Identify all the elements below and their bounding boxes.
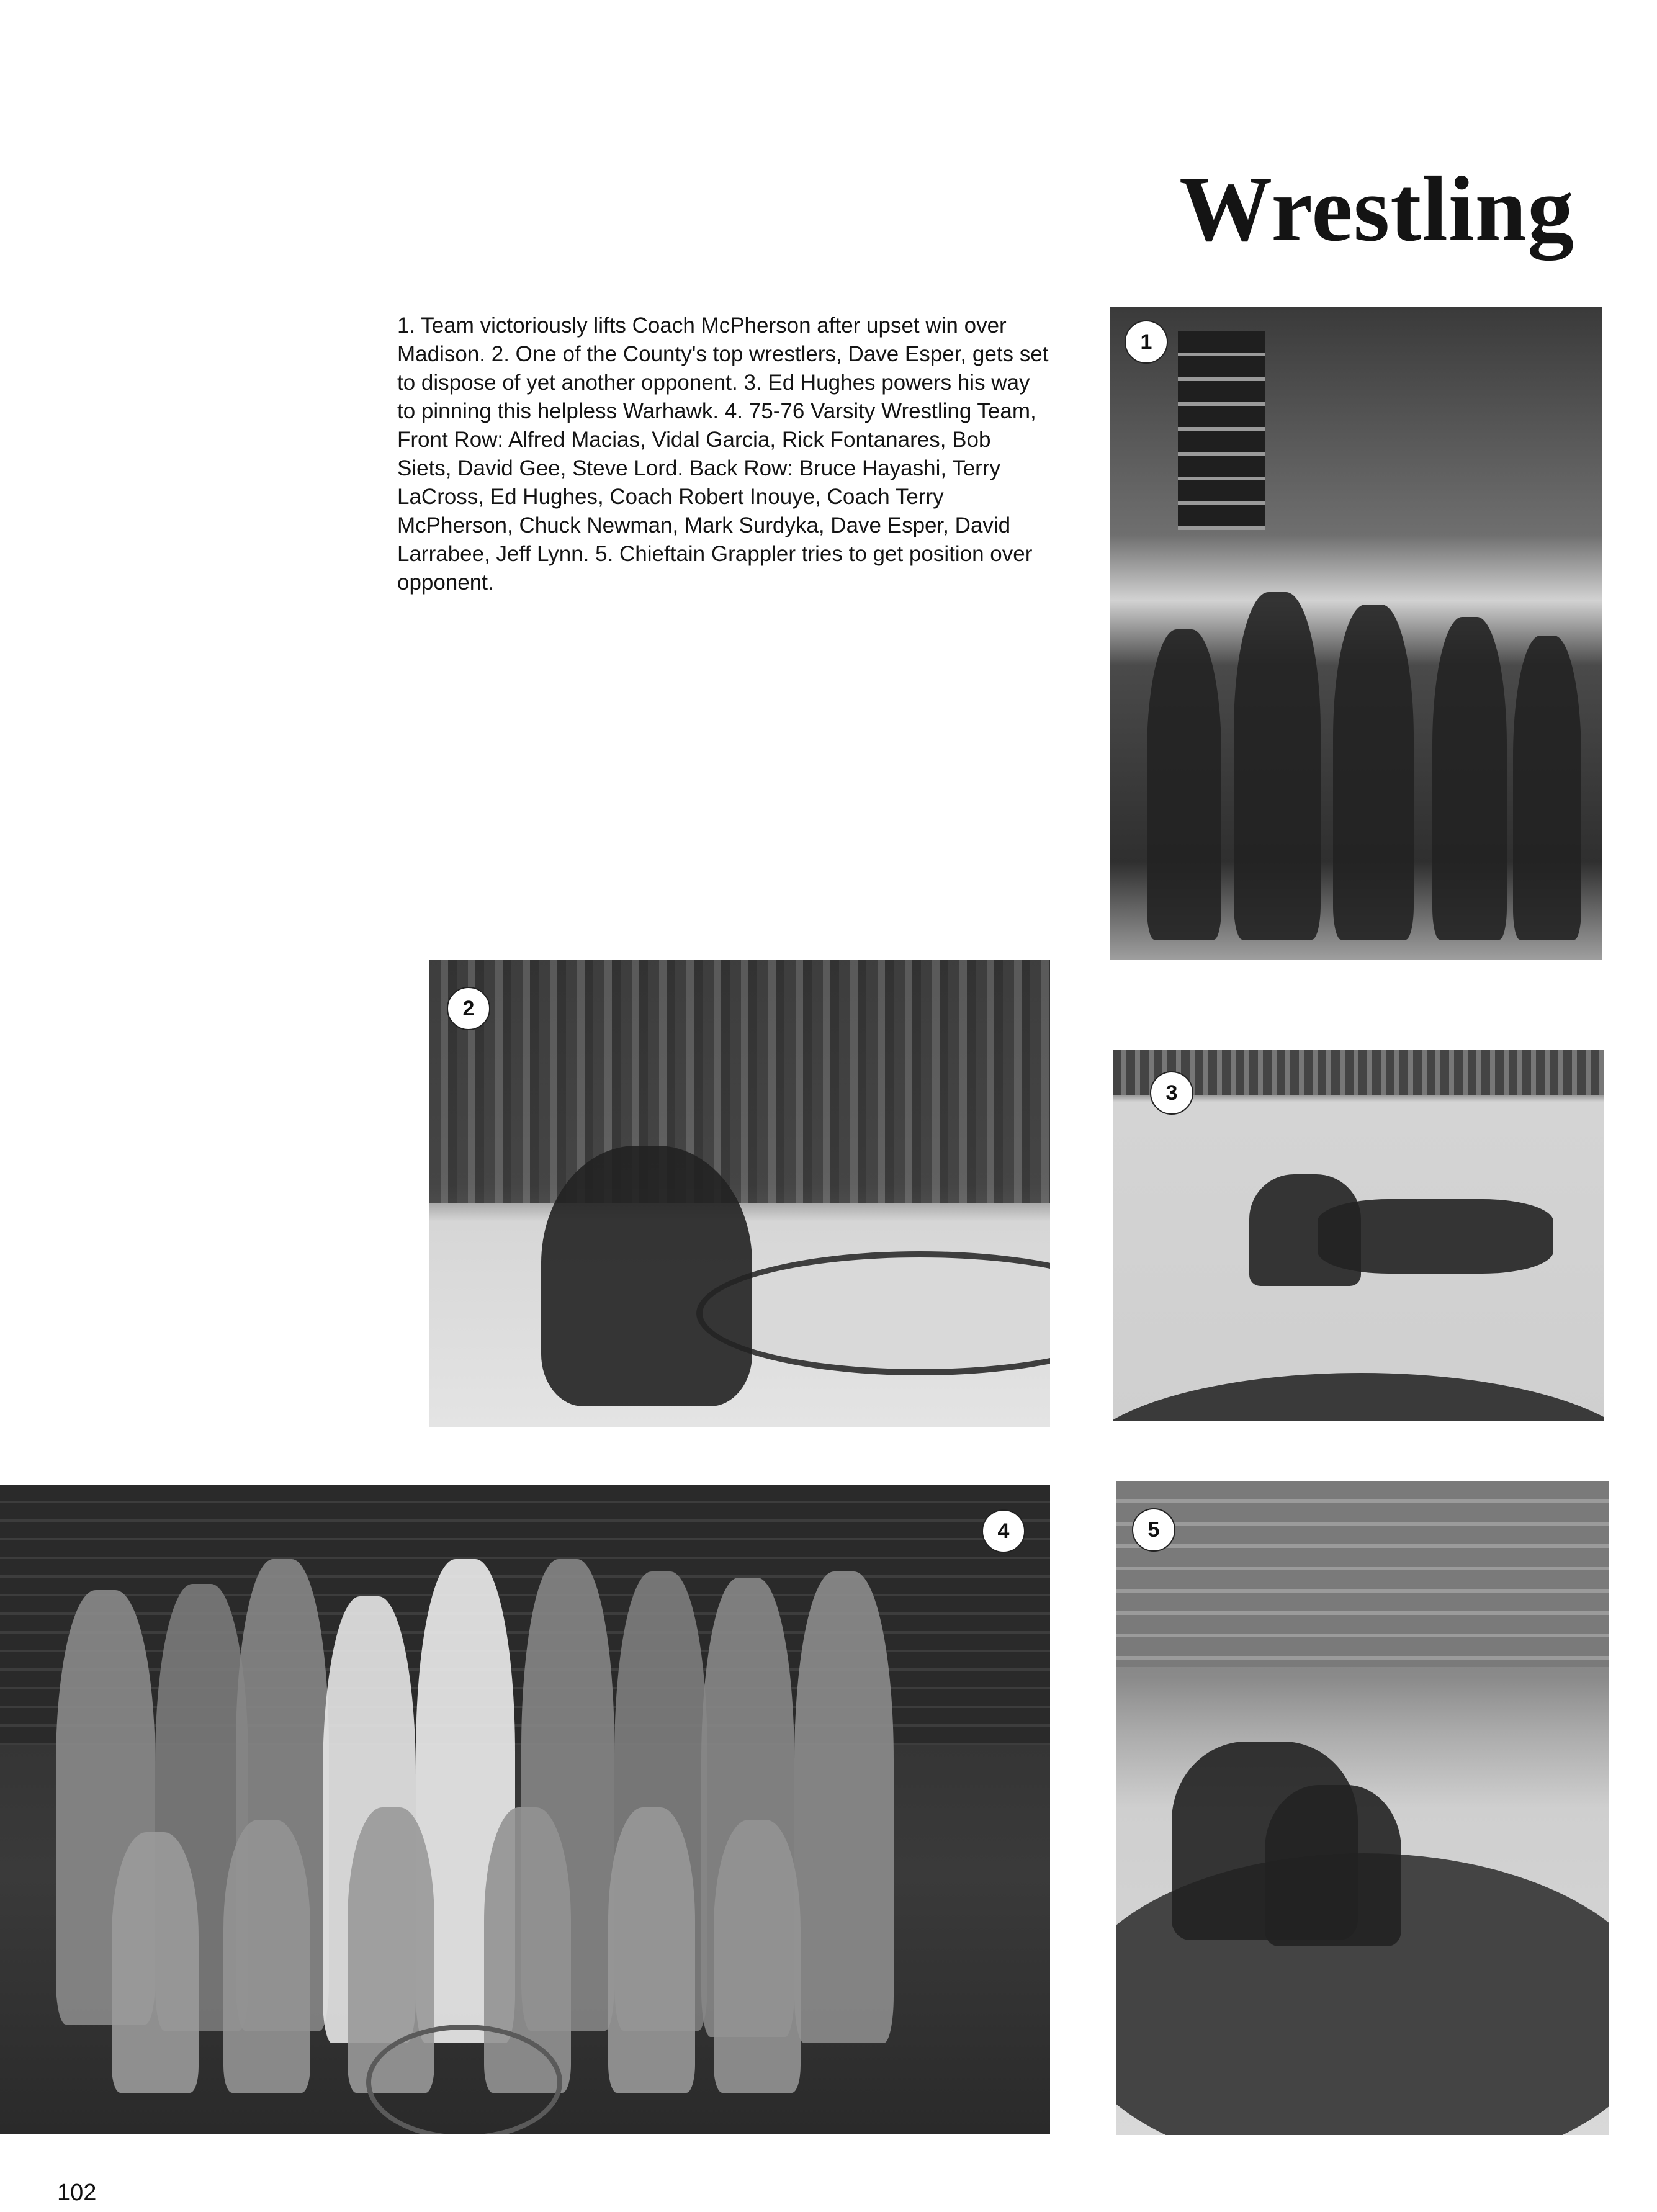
photo-caption [397, 312, 1049, 597]
photo-number-badge: 5 [1132, 1508, 1175, 1552]
photo-5 [1116, 1481, 1609, 2135]
photo-number-badge: 2 [447, 987, 490, 1030]
page-number: 102 [57, 2180, 97, 2206]
photo-4 [0, 1485, 1050, 2134]
photo-number-badge: 3 [1150, 1071, 1193, 1115]
page-title: Wrestling [1179, 158, 1574, 261]
caption-text: 1. Team victoriously lifts Coach McPherson after upset win over Madison. 2. One of the County's top wrestlers, Dave Esper, gets set to dispose of yet another opponent. 3. Ed Hughes powers his way to pinning this helpless Warhawk. 4. 75-76 Varsity Wrestling Team, Front Row: Alfred Macias, Vidal Garcia, Rick Fontanares, Bob Siets, David Gee, Steve Lord. Back Row: Bruce Hayashi, Terry LaCross, Ed Hughes, Coach Robert Inouye, Coach Terry McPherson, Chuck Newman, Mark Surdyka, Dave Esper, David Larrabee, Jeff Lynn. 5. Chieftain Grappler tries to get position over opponent. [397, 313, 1049, 595]
photo-3 [1113, 1050, 1604, 1421]
photo-number-badge: 1 [1125, 320, 1168, 364]
photo-number-badge: 4 [982, 1509, 1025, 1553]
photo-2 [429, 960, 1050, 1427]
photo-1 [1110, 307, 1602, 960]
